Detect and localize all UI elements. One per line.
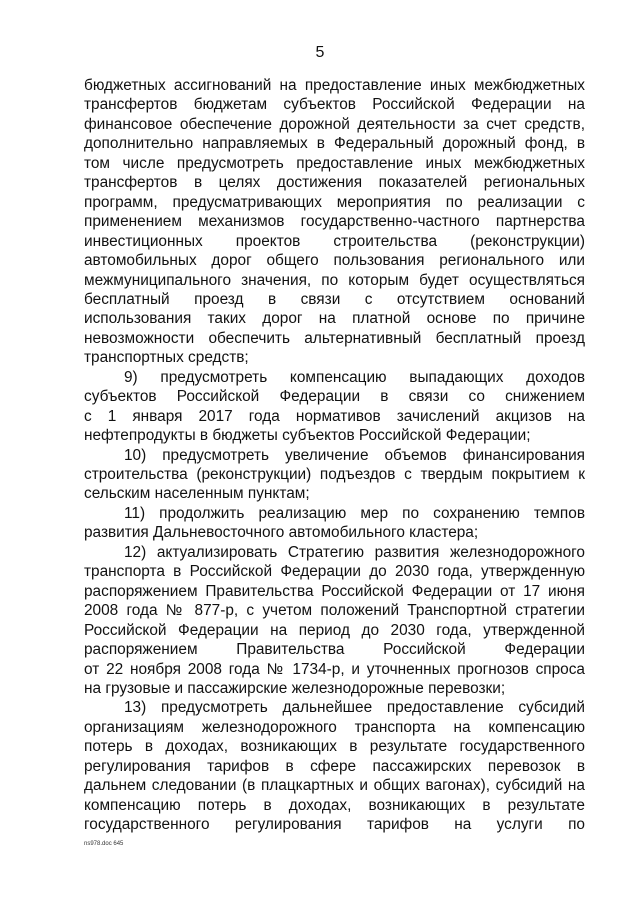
text-line: организациям железнодорожного транспорта на компенсацию — [84, 718, 585, 736]
text-line: трансфертов в целях достижения показателей региональных — [84, 174, 585, 192]
text-line: государственного регулирования тарифов на услуги по — [84, 816, 585, 834]
text-line: межмуниципального значения, по которым будет осуществляться — [84, 271, 585, 289]
text-line: 12) актуализировать Стратегию развития железнодорожного — [124, 543, 585, 561]
text-line: 9) предусмотреть компенсацию выпадающих доходов — [124, 368, 585, 386]
text-line: нефтепродукты в бюджеты субъектов Российской Федерации; — [84, 427, 531, 445]
text-line: потерь в доходах, возникающих в результате государственного — [84, 738, 585, 756]
text-line: от 22 ноября 2008 года № 1734-р, и уточненных прогнозов спроса — [84, 660, 585, 678]
text-line: на грузовые и пассажирские железнодорожные перевозки; — [84, 679, 506, 697]
text-line: 11) продолжить реализацию мер по сохранению темпов — [124, 504, 585, 522]
text-line: компенсацию потерь в доходах, возникающих в результате — [84, 796, 585, 814]
text-line: инвестиционных проектов строительства (реконструкции) — [84, 232, 585, 250]
text-line: сельским населенным пунктам; — [84, 485, 310, 503]
text-line: применением механизмов государственно-частного партнерства — [84, 213, 585, 231]
footer-file-id: ns978.doc 645 — [84, 841, 124, 847]
text-line: Российской Федерации на период до 2030 года, утвержденной — [84, 621, 585, 639]
text-line: строительства (реконструкции) подъездов с твердым покрытием к — [84, 466, 585, 483]
text-line: распоряжением Правительства Российской Федерации от 17 июня — [84, 582, 585, 600]
text-line: 2008 года № 877-р, с учетом положений Транспортной стратегии — [84, 602, 585, 620]
text-line: субъектов Российской Федерации в связи со снижением — [84, 388, 585, 406]
text-line: невозможности обеспечить альтернативный бесплатный проезд — [84, 329, 585, 347]
text-line: бесплатный проезд в связи с отсутствием оснований — [84, 290, 585, 308]
text-line: использования таких дорог на платной основе по причине — [84, 310, 585, 328]
text-line: регулирования тарифов в сфере пассажирских перевозок в — [84, 757, 585, 775]
text-line: 13) предусмотреть дальнейшее предоставление субсидий — [124, 699, 585, 717]
text-line: развития Дальневосточного автомобильного кластера; — [84, 524, 479, 542]
text-line: том числе предусмотреть предоставление иных межбюджетных — [84, 154, 585, 172]
text-line: 10) предусмотреть увеличение объемов финансирования — [124, 446, 585, 464]
text-line: дополнительно направляемых в Федеральный дорожный фонд, в — [84, 135, 585, 153]
text-line: автомобильных дорог общего пользования регионального или — [84, 252, 585, 270]
text-line: распоряжением Правительства Российской Федерации — [84, 641, 585, 659]
text-line: бюджетных ассигнований на предоставление иных межбюджетных — [84, 77, 585, 94]
text-line: трансфертов бюджетам субъектов Российской Федерации на — [84, 96, 585, 114]
text-line: транспортных средств; — [84, 349, 249, 367]
text-line: программ, предусматривающих мероприятия по реализации с — [84, 193, 585, 211]
text-line: дальнем следовании (в плацкартных и общих вагонах), субсидий на — [84, 777, 585, 795]
page-number: 5 — [315, 44, 325, 61]
text-line: финансовое обеспечение дорожной деятельности за счет средств, — [84, 115, 585, 133]
text-line: с 1 января 2017 года нормативов зачислений акцизов на — [84, 407, 585, 425]
text-line: транспорта в Российской Федерации до 2030 года, утвержденную — [84, 563, 585, 581]
